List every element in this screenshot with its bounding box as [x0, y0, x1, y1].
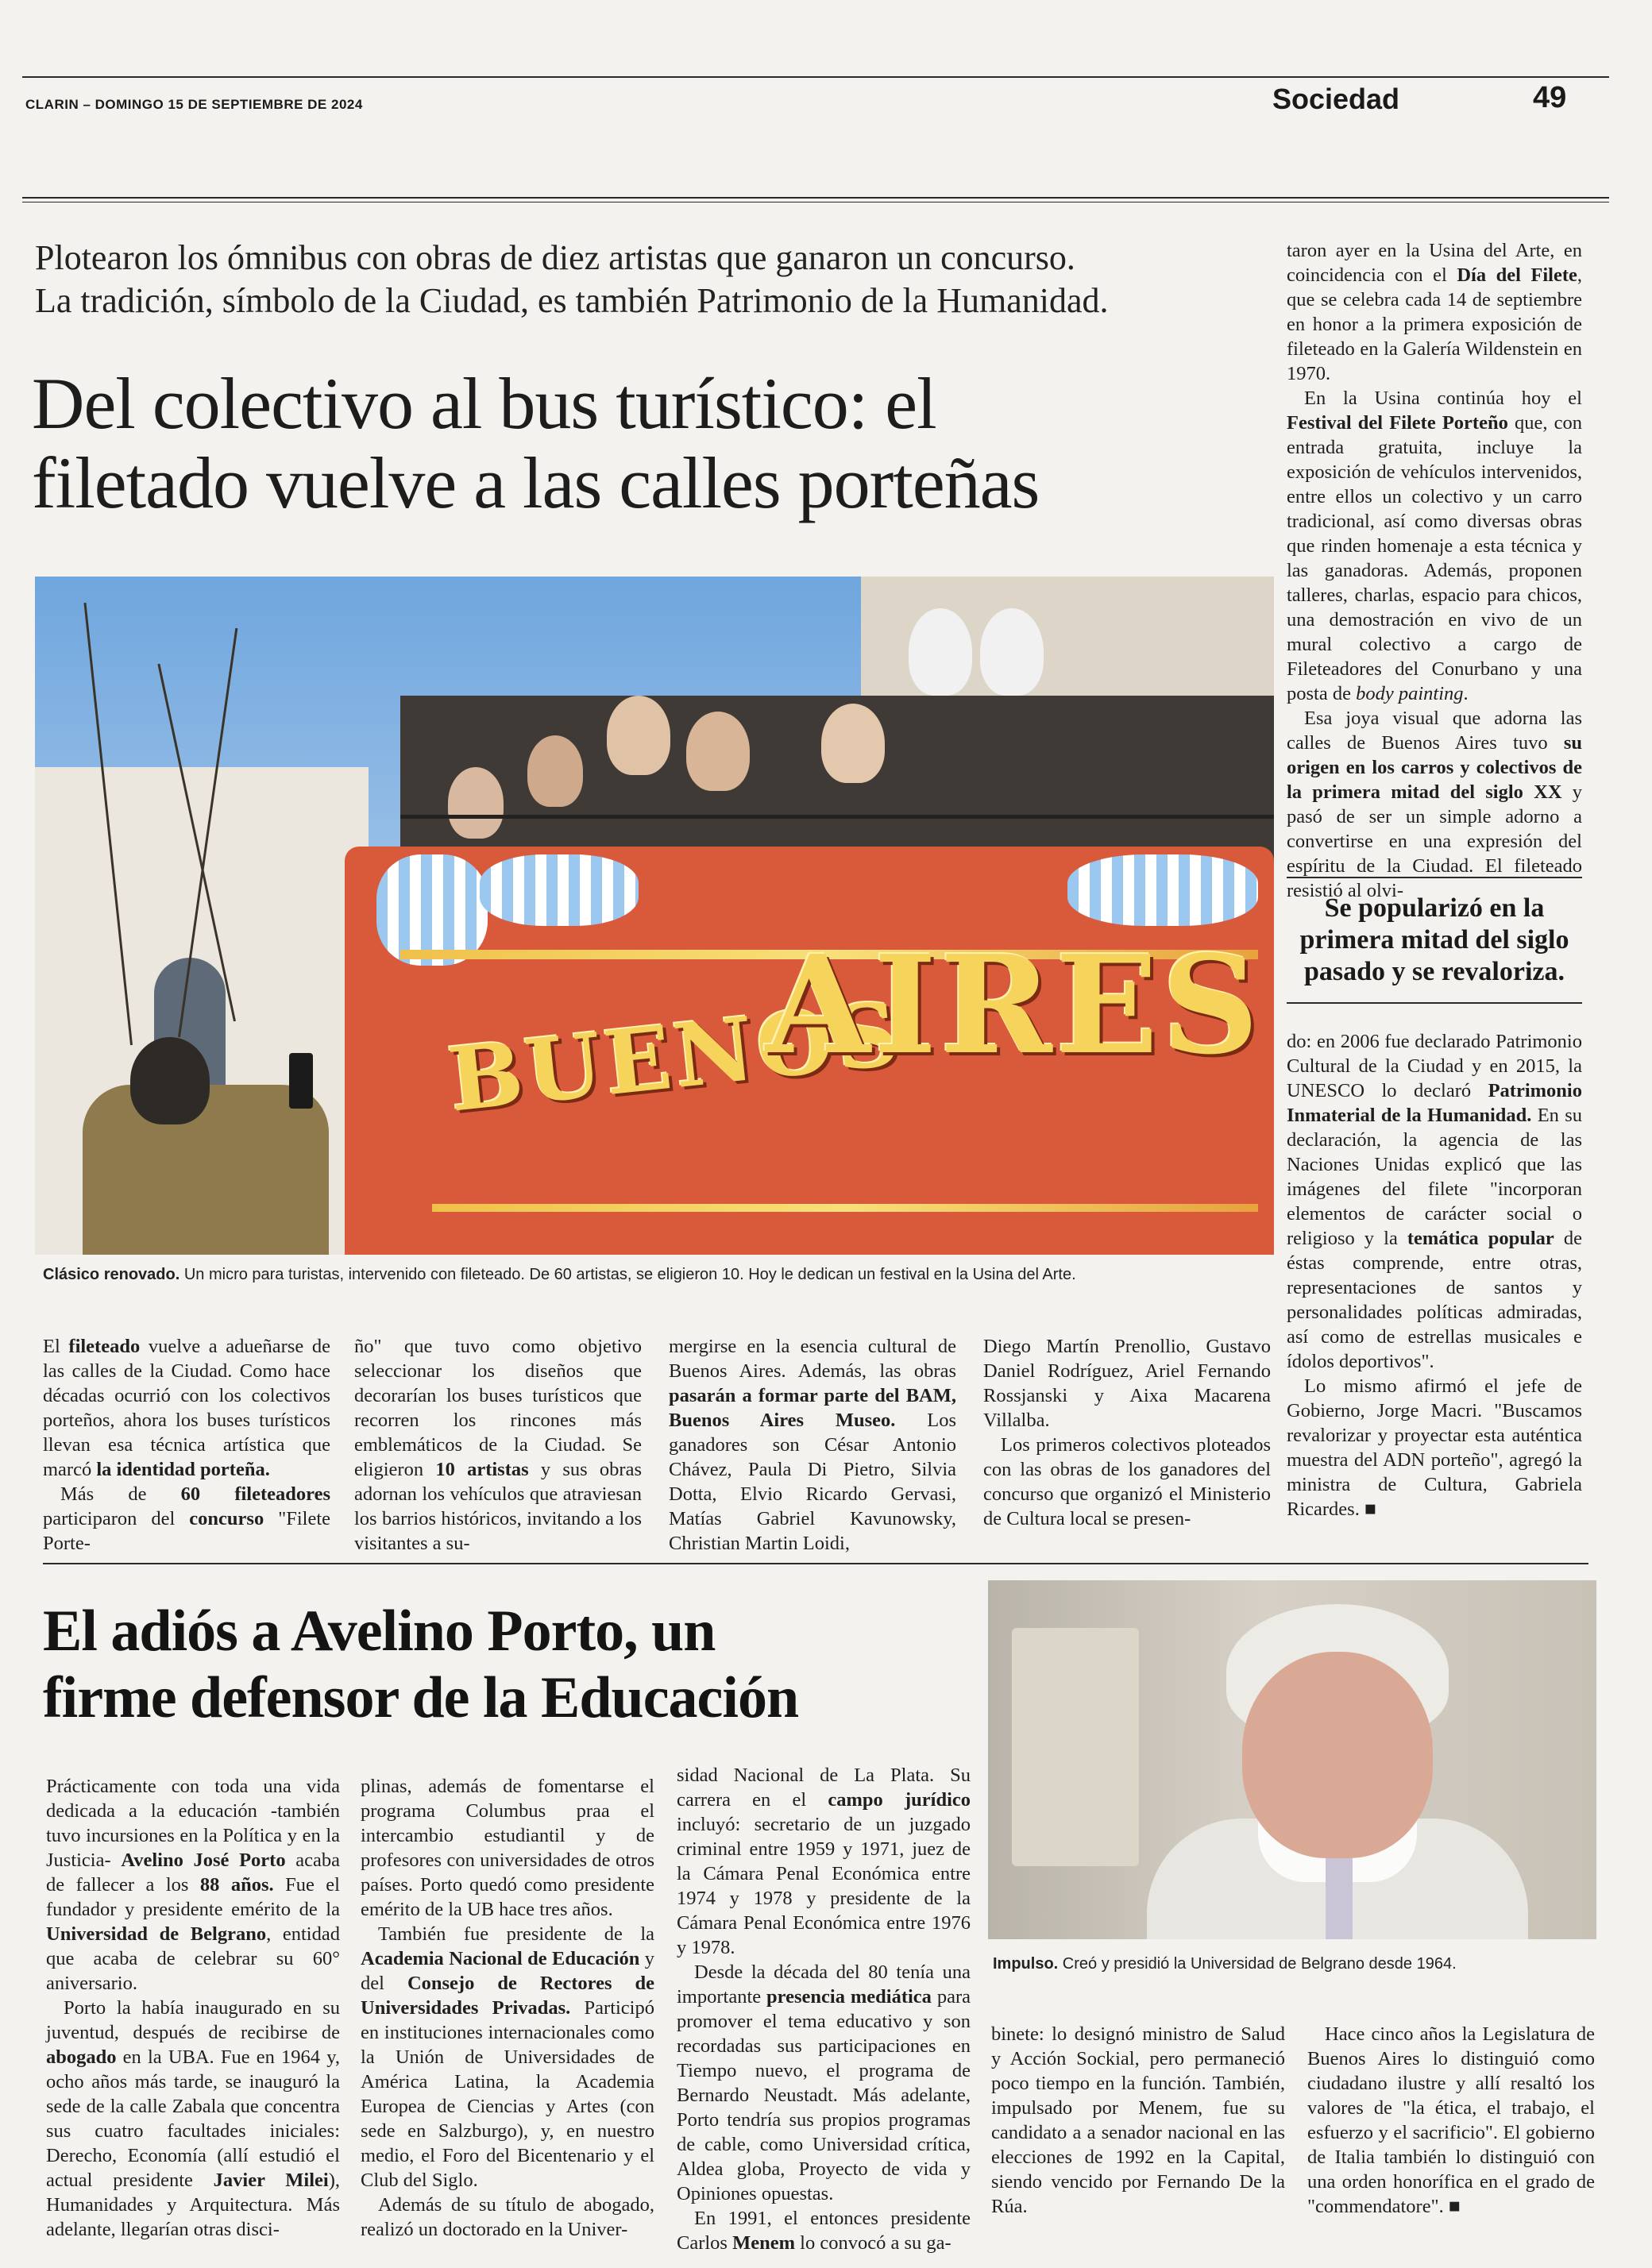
photo-filete-ribbon [480, 854, 639, 926]
article2-caption [993, 1954, 1596, 1974]
photo-passenger [607, 696, 670, 775]
article1-caption [43, 1264, 1274, 1285]
headline2-line-2: firme defensor de la Educación [43, 1665, 799, 1730]
article2-col-3: sidad Nacional de La Plata. Su carrera en el campo jurídico incluyó: secretario de un juzgado criminal entre 1959 y 1971, juez de la Cámara Penal Económica entre 1974 y 1978 y presidente de la Cámara Penal Económica entre 1976 y 1978. Desde la década del 80 tenía una importante presencia mediática para promover el tema educativo y son recordadas sus participaciones en Tiempo nuevo, el programa de Bernardo Neustadt. Más adelante, Porto tendría sus propios programas de cable, como Universidad crítica, Aldea globa, Proyecto de vida y Opiniones opuestas. En 1991, el entonces presidente Carlos Menem lo convocó a su ga- [677, 1765, 971, 2254]
photo-passenger [686, 712, 750, 791]
photo-passenger [821, 704, 885, 783]
phone-icon [289, 1053, 313, 1109]
kicker-line-2: La tradición, símbolo de la Ciudad, es también Patrimonio de la Humanidad. [35, 281, 1109, 320]
kicker-line-1: Plotearon los ómnibus con obras de diez artistas que ganaron un concurso. [35, 238, 1075, 277]
photo-bus-lettering-1: BUENOS [443, 982, 907, 1132]
photo-rail [400, 815, 1274, 819]
photo-porto-face [1242, 1652, 1433, 1858]
photo-filete-ribbon [1067, 854, 1258, 926]
pullquote-rule-top [1287, 877, 1582, 878]
article1-pullquote: Se popularizó en la primera mitad del siglo pasado y se revaloriza. [1299, 893, 1569, 986]
photo-filete-stripe [432, 1204, 1258, 1212]
issue-date: CLARIN – DOMINGO 15 DE SEPTIEMBRE DE 2024 [25, 97, 363, 112]
article1-col-right-bottom: do: en 2006 fue declarado Patrimonio Cultural de la Ciudad y en 2015, la UNESCO lo declaró Patrimonio Inmaterial de la Humanidad. En su declaración, la agencia de las Naciones Unidas explicó que las imágenes del filete "incorporan elementos de carácter social o religioso y la temática popular de éstas comprende, entre otras, representaciones de santos y personalidades políticas admiradas, así como de estrellas musicales e ídolos deportivos". Lo mismo afirmó el jefe de Gobierno, Jorge Macri. "Buscamos revalorizar y proyectar esta auténtica muestra del ADN porteño", agregó la ministra de Cultura, Gabriela Ricardes. ■ [1287, 1031, 1583, 1520]
photo-bus-lettering-2: AIRES [766, 926, 1263, 1085]
caption-text: Un micro para turistas, intervenido con fileteado. De 60 artistas, se eligieron 10. Hoy le dedican un festival en la Usina del Arte. [179, 1266, 1076, 1283]
photo-photographer-head [130, 1037, 210, 1124]
header-rule-bottom [22, 197, 1609, 199]
photo-porto-shelf [1012, 1628, 1139, 1866]
pullquote-rule-bottom [1287, 1002, 1582, 1004]
photo-filete-ribbon [376, 854, 488, 966]
article2-headline [43, 1598, 972, 1731]
photo-photographer [83, 1085, 329, 1255]
article1-col-3: mergirse en la esencia cultural de Buenos Aires. Además, las obras pasarán a formar parte del BAM, Buenos Aires Museo. Los ganadores son César Antonio Chávez, Paula Di Pietro, Silvia Dotta, Elvio Ricardo Gervasi, Matías Gabriel Kavunowsky, Christian Martin Loidi, [669, 1336, 956, 1554]
article1-col-2: ño" que tuvo como objetivo seleccionar los diseños que decorarían los buses turísticos que recorren los rincones más emblemáticos de la Ciudad. Se eligieron 10 artistas y sus obras adornan los vehículos que atraviesan los barrios históricos, invitando a los visitantes a su- [354, 1336, 642, 1554]
article2-col-2: plinas, además de fomentarse el programa Columbus praa el intercambio estudiantil y de profesores con universidades de otros países. Porto quedó como presidente emérito de la UB hace tres años. También fue presidente de la Academia Nacional de Educación y del Consejo de Rectores de Universidades Privadas. Participó en instituciones internacionales como la Unión de Universidades de América Latina, la Academia Europea de Ciencias y Artes (con sede en Salzburgo), y, en nuestro medio, el Foro del Bicentenario y el Club del Siglo. Además de su título de abogado, realizó un doctorado en la Univer- [361, 1776, 655, 2240]
photo-avelino-porto [988, 1580, 1596, 1939]
photo-bus [35, 577, 1274, 1255]
page-number: 49 [1533, 81, 1567, 114]
caption2-lead: Impulso. [993, 1955, 1059, 1973]
article2-col-5: Hace cinco años la Legislatura de Buenos Aires lo distinguió como ciudadano ilustre y allí resaltó los valores de "la ética, el trabajo, el esfuerzo y el sacrificio". El gobierno de Italia también lo distinguió con una orden honorífica en el grado de "commendatore". ■ [1307, 2023, 1595, 2217]
article2-col-1: Prácticamente con toda una vida dedicada a la educación -también tuvo incursiones en la Política y en la Justicia- Avelino José Porto acaba de fallecer a los 88 años. Fue el fundador y presidente emérito de la Universidad de Belgrano, entidad que acaba de celebrar su 60° aniversario. Porto la había inaugurado en su juventud, después de recibirse de abogado en la UBA. Fue en 1964 y, ocho años más tarde, se inauguró la sede de la calle Zabala que concentra sus cuatro facultades iniciales: Derecho, Economía (allí estudió el actual presidente Javier Milei), Humanidades y Arquitectura. Más adelante, llegarían otras disci- [46, 1776, 340, 2240]
article1-col-4: Diego Martín Prenollio, Gustavo Daniel Rodríguez, Ariel Fernando Rossjanski y Aixa Macarena Villalba. Los primeros colectivos ploteados con las obras de los ganadores del concurso que organizó el Ministerio de Cultura local se presen- [983, 1336, 1271, 1529]
article1-kicker [35, 237, 1274, 322]
article1-headline [32, 364, 1287, 523]
header-rule-top [22, 76, 1609, 78]
caption2-text: Creó y presidió la Universidad de Belgrano desde 1964. [1058, 1955, 1457, 1973]
photo-passenger [448, 767, 504, 839]
headline-line-1: Del colectivo al bus turístico: el [32, 363, 936, 444]
photo-passenger [909, 608, 972, 696]
section-name: Sociedad [1272, 83, 1400, 115]
caption-lead: Clásico renovado. [43, 1266, 180, 1283]
article1-col-1: El fileteado vuelve a adueñarse de las calles de la Ciudad. Como hace décadas ocurrió con los colectivos porteños, ahora los buses turísticos llevan esa técnica artística que marcó la identidad porteña. Más de 60 fileteadores participaron del concurso "Filete Porte- [43, 1336, 331, 1554]
photo-passenger [980, 608, 1044, 696]
article1-col-right-top: taron ayer en la Usina del Arte, en coincidencia con el Día del Filete, que se celebra cada 14 de septiembre en honor a la primera exposición de fileteado en la Galería Wildenstein en 1970. En la Usina continúa hoy el Festival del Filete Porteño que, con entrada gratuita, incluye la exposición de vehículos intervenidos, entre ellos un colectivo y un carro tradicional, así como diversas obras que rinden homenaje a esta técnica y las ganadoras. Además, proponen talleres, charlas, espacio para chicos, una demostración en vivo de un mural colectivo a cargo de Fileteadores del Conurbano y una posta de body painting. Esa joya visual que adorna las calles de Buenos Aires tuvo su origen en los carros y colectivos de la primera mitad del siglo XX y pasó de ser un simple adorno a convertirse en una expresión del espíritu de la Ciudad. El fileteado resistió al olvi- [1287, 240, 1582, 901]
article2-col-4: binete: lo designó ministro de Salud y Acción Sockial, pero permaneció poco tiempo en la función. También, impulsado por Menem, fue su candidato a a senador nacional en las elecciones de 1992 en la Capital, siendo vencido por Fernando De la Rúa. [991, 2023, 1285, 2217]
photo-passenger [527, 735, 583, 807]
headline2-line-1: El adiós a Avelino Porto, un [43, 1599, 716, 1664]
headline-line-2: filetado vuelve a las calles porteñas [32, 442, 1040, 523]
article-divider [43, 1563, 1588, 1564]
